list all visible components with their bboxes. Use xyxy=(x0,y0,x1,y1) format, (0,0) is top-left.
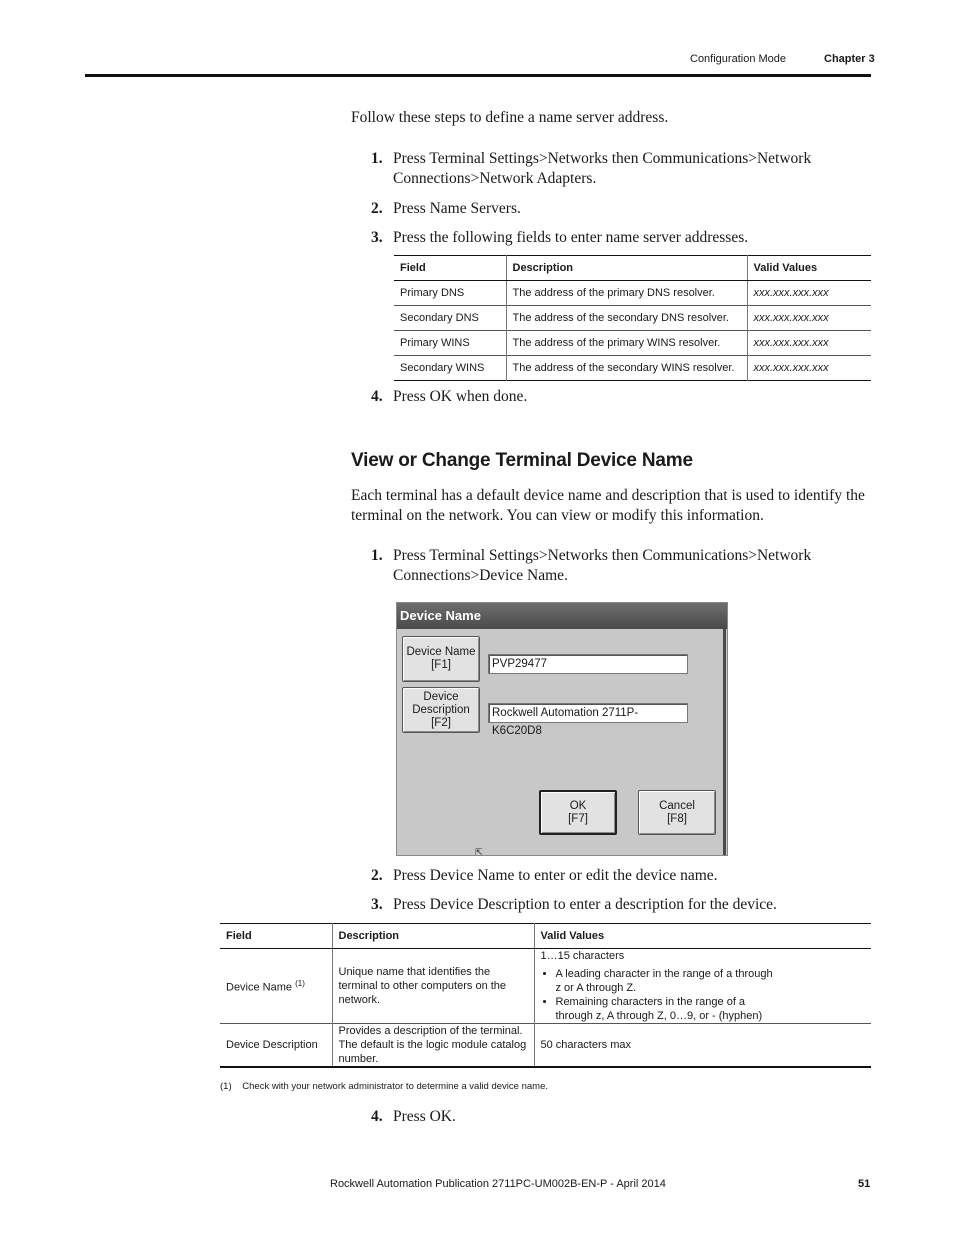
cell-valid-values: xxx.xxx.xxx.xxx xyxy=(747,306,871,331)
step-text: Press Terminal Settings>Networks then Communications>Network Connections>Device Name. xyxy=(393,547,812,584)
button-label: Description xyxy=(412,703,470,716)
step-3 xyxy=(371,228,851,248)
step-text: Press OK when done. xyxy=(393,388,528,405)
device-step-4 xyxy=(371,1107,851,1127)
button-key: [F1] xyxy=(431,659,451,671)
cell-valid-values: 50 characters max xyxy=(534,1024,871,1068)
cell-field: Secondary DNS xyxy=(394,306,506,331)
column-header-description: Description xyxy=(506,256,747,281)
column-header-valid-values: Valid Values xyxy=(747,256,871,281)
step-text: Press OK. xyxy=(393,1108,456,1125)
cell-description: The address of the secondary WINS resolver. xyxy=(506,356,747,381)
table-row xyxy=(394,331,871,356)
table-row xyxy=(394,306,871,331)
button-label: OK xyxy=(569,799,587,812)
valid-length: 1…15 characters xyxy=(540,950,625,962)
step-number: 3. xyxy=(371,896,383,913)
step-number: 4. xyxy=(371,1108,383,1125)
cell-field: Primary WINS xyxy=(394,331,506,356)
step-4 xyxy=(371,387,851,407)
device-step-3 xyxy=(371,895,851,915)
cell-valid-values xyxy=(534,949,871,1024)
cell-description: Unique name that identifies the terminal to other computers on the network. xyxy=(332,949,534,1024)
header-rule xyxy=(85,74,871,77)
step-text: Press the following fields to enter name server addresses. xyxy=(393,229,749,246)
valid-rules-list xyxy=(541,967,866,1023)
device-description-field[interactable]: Rockwell Automation 2711P-K6C20D8 xyxy=(488,703,688,723)
footnote-reference: (1) xyxy=(295,979,305,989)
table-row xyxy=(394,281,871,306)
cell-description: The address of the primary DNS resolver. xyxy=(506,281,747,306)
step-number: 1. xyxy=(371,150,383,167)
table-row xyxy=(220,949,871,1024)
button-label: Device Name xyxy=(406,646,476,658)
running-header-chapter: Chapter 3 xyxy=(824,53,875,65)
device-step-2 xyxy=(371,866,851,886)
step-text: Press Device Description to enter a description for the device. xyxy=(393,896,777,913)
cell-valid-values: xxx.xxx.xxx.xxx xyxy=(747,281,871,306)
cell-field: Primary DNS xyxy=(394,281,506,306)
page-number: 51 xyxy=(858,1178,871,1190)
cell-field xyxy=(220,949,332,1024)
button-key: [F2] xyxy=(431,716,451,729)
mouse-cursor-icon: ⇱ xyxy=(475,847,483,857)
device-name-field[interactable]: PVP29477 xyxy=(488,654,688,674)
cancel-button[interactable] xyxy=(638,790,716,835)
list-item: • A leading character in the range of a through z or A through Z. xyxy=(556,967,776,995)
table-row xyxy=(394,356,871,381)
step-2 xyxy=(371,199,851,219)
button-label: Cancel xyxy=(659,799,695,812)
publication-footer: Rockwell Automation Publication 2711PC-UM002B-EN-P - April 2014 xyxy=(330,1178,666,1190)
column-header-field: Field xyxy=(220,924,332,949)
section-heading: View or Change Terminal Device Name xyxy=(351,450,693,471)
device-description-button[interactable] xyxy=(402,687,480,733)
button-key: [F8] xyxy=(667,812,687,825)
device-name-table xyxy=(220,923,871,1068)
step-text: Press Name Servers. xyxy=(393,200,521,217)
list-item: • Remaining characters in the range of a through z, A through Z, 0…9, or - (hyphen) xyxy=(556,995,776,1023)
step-number: 4. xyxy=(371,388,383,405)
name-server-table xyxy=(394,255,871,381)
table-row xyxy=(220,1024,871,1068)
button-key: [F7] xyxy=(568,812,588,825)
dialog-title: Device Name xyxy=(397,603,727,629)
step-text: Press Device Name to enter or edit the device name. xyxy=(393,867,718,884)
section-paragraph: Each terminal has a default device name and description that is used to identify the terminal on the network. You can view or modify this information. xyxy=(351,487,865,524)
button-label: Device xyxy=(423,690,459,703)
step-text: Press Terminal Settings>Networks then Communications>Network Connections>Network Adapters. xyxy=(393,150,812,187)
cell-description: The address of the primary WINS resolver. xyxy=(506,331,747,356)
column-header-description: Description xyxy=(332,924,534,949)
field-name: Device Name xyxy=(226,981,293,994)
step-1 xyxy=(371,149,851,189)
ok-button[interactable] xyxy=(539,790,617,835)
step-number: 3. xyxy=(371,229,383,246)
device-name-button[interactable] xyxy=(402,636,480,682)
dialog-border xyxy=(723,629,726,855)
step-number: 1. xyxy=(371,547,383,564)
running-header-section: Configuration Mode xyxy=(690,53,787,65)
cell-description: The address of the secondary DNS resolver. xyxy=(506,306,747,331)
table-footnote xyxy=(220,1081,548,1092)
cell-field: Secondary WINS xyxy=(394,356,506,381)
footnote-text: Check with your network administrator to determine a valid device name. xyxy=(242,1081,548,1092)
cell-valid-values: xxx.xxx.xxx.xxx xyxy=(747,356,871,381)
cell-description: Provides a description of the terminal. The default is the logic module catalog number. xyxy=(332,1024,534,1068)
intro-paragraph: Follow these steps to define a name server address. xyxy=(351,109,669,126)
step-number: 2. xyxy=(371,867,383,884)
column-header-field: Field xyxy=(394,256,506,281)
column-header-valid-values: Valid Values xyxy=(534,924,871,949)
cell-field: Device Description xyxy=(220,1024,332,1068)
footnote-marker: (1) xyxy=(220,1081,232,1092)
device-step-1 xyxy=(371,546,851,586)
cell-valid-values: xxx.xxx.xxx.xxx xyxy=(747,331,871,356)
device-name-dialog xyxy=(396,602,728,856)
step-number: 2. xyxy=(371,200,383,217)
